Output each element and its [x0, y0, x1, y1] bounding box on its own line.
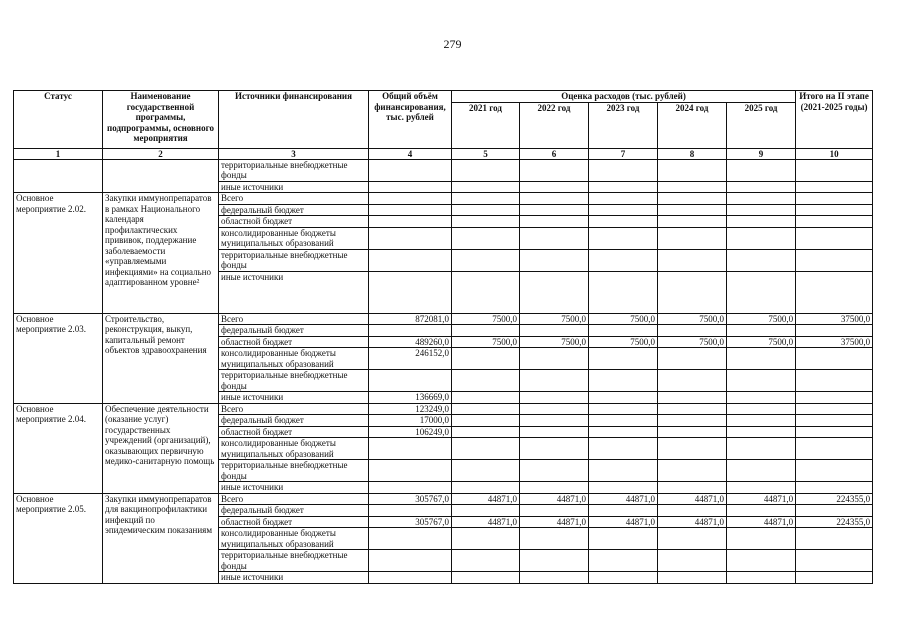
stage-total-cell	[796, 193, 873, 205]
year-2023-cell	[589, 204, 658, 216]
year-2025-cell: 44871,0	[727, 516, 796, 528]
year-2023-cell: 44871,0	[589, 516, 658, 528]
table-row	[14, 403, 873, 415]
year-2025-cell	[727, 415, 796, 427]
year-2025-cell	[727, 426, 796, 438]
stage-total-cell: 224355,0	[796, 493, 873, 505]
stage-total-cell	[796, 415, 873, 427]
year-2024-cell: 7500,0	[658, 336, 727, 348]
year-2022-cell	[520, 181, 589, 193]
year-2023-cell	[589, 505, 658, 517]
stage-total-cell	[796, 370, 873, 392]
year-2025-cell	[727, 528, 796, 550]
year-2023-cell	[589, 438, 658, 460]
stage-total-cell	[796, 325, 873, 337]
year-2022-cell	[520, 348, 589, 370]
source-cell: иные источники	[219, 181, 369, 193]
year-2023-cell	[589, 193, 658, 205]
year-2022-cell	[520, 438, 589, 460]
table-row	[14, 313, 873, 325]
year-2021-cell	[452, 181, 520, 193]
year-2024-cell	[658, 572, 727, 584]
year-2025-cell	[727, 505, 796, 517]
year-2024-cell	[658, 204, 727, 216]
total-volume-cell: 17000,0	[369, 415, 452, 427]
year-2023-cell	[589, 403, 658, 415]
budget-table	[13, 90, 873, 584]
year-2021-cell	[452, 249, 520, 271]
source-cell: областной бюджет	[219, 426, 369, 438]
year-2022-cell	[520, 159, 589, 181]
source-cell: иные источники	[219, 392, 369, 404]
stage-total-cell	[796, 181, 873, 193]
year-2023-cell	[589, 572, 658, 584]
year-2022-cell	[520, 204, 589, 216]
year-2025-cell	[727, 370, 796, 392]
header-year-2023: 2023 год	[589, 102, 658, 148]
year-2024-cell	[658, 415, 727, 427]
column-number: 4	[369, 148, 452, 159]
total-volume-cell	[369, 181, 452, 193]
column-number: 1	[14, 148, 103, 159]
year-2022-cell	[520, 482, 589, 494]
year-2025-cell	[727, 392, 796, 404]
total-volume-cell: 872081,0	[369, 313, 452, 325]
table-header	[14, 91, 873, 160]
year-2021-cell	[452, 528, 520, 550]
source-cell: федеральный бюджет	[219, 204, 369, 216]
year-2022-cell	[520, 572, 589, 584]
year-2023-cell	[589, 181, 658, 193]
year-2021-cell	[452, 426, 520, 438]
status-cell: Основное мероприятие 2.04.	[14, 403, 103, 493]
total-volume-cell	[369, 550, 452, 572]
total-volume-cell	[369, 370, 452, 392]
name-cell: Закупки иммунопрепаратов для вакцинопрофилактики инфекций по эпидемическим показаниям	[103, 493, 219, 583]
table-row	[14, 159, 873, 181]
year-2024-cell	[658, 460, 727, 482]
year-2021-cell	[452, 227, 520, 249]
status-cell	[14, 159, 103, 193]
status-cell: Основное мероприятие 2.02.	[14, 193, 103, 314]
table-row	[14, 193, 873, 205]
year-2023-cell	[589, 392, 658, 404]
year-2025-cell	[727, 181, 796, 193]
header-year-2025: 2025 год	[727, 102, 796, 148]
source-cell: консолидированные бюджеты муниципальных образований	[219, 438, 369, 460]
year-2023-cell	[589, 227, 658, 249]
total-volume-cell: 106249,0	[369, 426, 452, 438]
source-cell: Всего	[219, 493, 369, 505]
year-2023-cell	[589, 271, 658, 313]
year-2025-cell	[727, 572, 796, 584]
year-2022-cell	[520, 426, 589, 438]
year-2022-cell: 7500,0	[520, 313, 589, 325]
year-2021-cell	[452, 403, 520, 415]
year-2021-cell	[452, 348, 520, 370]
column-number: 9	[727, 148, 796, 159]
year-2021-cell: 44871,0	[452, 493, 520, 505]
year-2024-cell	[658, 392, 727, 404]
stage-total-cell	[796, 403, 873, 415]
source-cell: консолидированные бюджеты муниципальных образований	[219, 348, 369, 370]
year-2025-cell	[727, 271, 796, 313]
year-2021-cell	[452, 271, 520, 313]
year-2022-cell	[520, 505, 589, 517]
header-total-volume: Общий объём финансирования, тыс. рублей	[369, 91, 452, 149]
total-volume-cell: 136669,0	[369, 392, 452, 404]
year-2023-cell	[589, 460, 658, 482]
year-2022-cell	[520, 528, 589, 550]
source-cell: Всего	[219, 403, 369, 415]
source-cell: федеральный бюджет	[219, 415, 369, 427]
stage-total-cell: 37500,0	[796, 313, 873, 325]
source-cell: консолидированные бюджеты муниципальных образований	[219, 227, 369, 249]
stage-total-cell	[796, 572, 873, 584]
year-2025-cell	[727, 550, 796, 572]
year-2023-cell	[589, 550, 658, 572]
year-2022-cell	[520, 403, 589, 415]
column-number: 2	[103, 148, 219, 159]
year-2022-cell: 44871,0	[520, 493, 589, 505]
status-cell: Основное мероприятие 2.03.	[14, 313, 103, 403]
year-2021-cell: 44871,0	[452, 516, 520, 528]
total-volume-cell	[369, 159, 452, 181]
year-2021-cell	[452, 505, 520, 517]
year-2025-cell	[727, 325, 796, 337]
year-2024-cell	[658, 249, 727, 271]
year-2021-cell	[452, 438, 520, 460]
year-2025-cell	[727, 403, 796, 415]
stage-total-cell	[796, 550, 873, 572]
source-cell: Всего	[219, 313, 369, 325]
stage-total-cell	[796, 528, 873, 550]
table-row	[14, 493, 873, 505]
year-2023-cell	[589, 159, 658, 181]
year-2025-cell	[727, 249, 796, 271]
year-2022-cell	[520, 325, 589, 337]
total-volume-cell	[369, 528, 452, 550]
year-2025-cell	[727, 438, 796, 460]
stage-total-cell	[796, 204, 873, 216]
year-2024-cell	[658, 159, 727, 181]
stage-total-cell: 37500,0	[796, 336, 873, 348]
year-2024-cell	[658, 403, 727, 415]
source-cell: территориальные внебюджетные фонды	[219, 370, 369, 392]
year-2023-cell: 7500,0	[589, 313, 658, 325]
column-number: 10	[796, 148, 873, 159]
total-volume-cell	[369, 216, 452, 228]
year-2021-cell	[452, 370, 520, 392]
header-estimate-group: Оценка расходов (тыс. рублей)	[452, 91, 796, 103]
stage-total-cell	[796, 392, 873, 404]
year-2025-cell	[727, 193, 796, 205]
year-2021-cell	[452, 325, 520, 337]
column-number: 3	[219, 148, 369, 159]
year-2024-cell	[658, 528, 727, 550]
year-2024-cell	[658, 216, 727, 228]
header-year-2021: 2021 год	[452, 102, 520, 148]
total-volume-cell: 489260,0	[369, 336, 452, 348]
year-2024-cell: 44871,0	[658, 516, 727, 528]
year-2021-cell	[452, 572, 520, 584]
year-2025-cell	[727, 227, 796, 249]
stage-total-cell	[796, 438, 873, 460]
stage-total-cell	[796, 505, 873, 517]
stage-total-cell: 224355,0	[796, 516, 873, 528]
year-2024-cell	[658, 271, 727, 313]
year-2021-cell	[452, 204, 520, 216]
year-2024-cell	[658, 550, 727, 572]
total-volume-cell	[369, 572, 452, 584]
year-2024-cell	[658, 426, 727, 438]
year-2022-cell	[520, 550, 589, 572]
year-2025-cell	[727, 482, 796, 494]
source-cell: консолидированные бюджеты муниципальных образований	[219, 528, 369, 550]
year-2025-cell	[727, 216, 796, 228]
year-2023-cell	[589, 415, 658, 427]
year-2021-cell	[452, 415, 520, 427]
stage-total-cell	[796, 159, 873, 181]
column-number: 7	[589, 148, 658, 159]
year-2021-cell: 7500,0	[452, 313, 520, 325]
source-cell: иные источники	[219, 271, 369, 313]
year-2023-cell: 7500,0	[589, 336, 658, 348]
year-2024-cell	[658, 325, 727, 337]
source-cell: федеральный бюджет	[219, 325, 369, 337]
year-2022-cell	[520, 271, 589, 313]
year-2023-cell	[589, 249, 658, 271]
page-number: 279	[443, 37, 462, 51]
year-2025-cell: 44871,0	[727, 493, 796, 505]
source-cell: иные источники	[219, 572, 369, 584]
year-2025-cell: 7500,0	[727, 313, 796, 325]
header-stage-total: Итого на II этапе (2021-2025 годы)	[796, 91, 873, 149]
total-volume-cell	[369, 271, 452, 313]
year-2024-cell	[658, 482, 727, 494]
total-volume-cell: 123249,0	[369, 403, 452, 415]
year-2024-cell	[658, 181, 727, 193]
year-2022-cell	[520, 370, 589, 392]
source-cell: Всего	[219, 193, 369, 205]
year-2022-cell	[520, 227, 589, 249]
header-name: Наименование государственной программы, подпрограммы, основного мероприятия	[103, 91, 219, 149]
source-cell: территориальные внебюджетные фонды	[219, 550, 369, 572]
total-volume-cell: 305767,0	[369, 516, 452, 528]
year-2021-cell	[452, 482, 520, 494]
year-2025-cell: 7500,0	[727, 336, 796, 348]
source-cell: территориальные внебюджетные фонды	[219, 460, 369, 482]
header-year-2024: 2024 год	[658, 102, 727, 148]
year-2025-cell	[727, 460, 796, 482]
year-2024-cell	[658, 505, 727, 517]
year-2023-cell	[589, 370, 658, 392]
year-2021-cell	[452, 159, 520, 181]
total-volume-cell	[369, 249, 452, 271]
name-cell	[103, 159, 219, 193]
table-body	[14, 159, 873, 583]
header-status: Статус	[14, 91, 103, 149]
stage-total-cell	[796, 460, 873, 482]
year-2021-cell	[452, 392, 520, 404]
stage-total-cell	[796, 426, 873, 438]
year-2023-cell	[589, 216, 658, 228]
source-cell: областной бюджет	[219, 336, 369, 348]
year-2023-cell	[589, 325, 658, 337]
stage-total-cell	[796, 249, 873, 271]
year-2022-cell: 7500,0	[520, 336, 589, 348]
source-cell: иные источники	[219, 482, 369, 494]
year-2023-cell	[589, 348, 658, 370]
year-2024-cell: 7500,0	[658, 313, 727, 325]
year-2024-cell	[658, 438, 727, 460]
year-2022-cell	[520, 249, 589, 271]
year-2023-cell	[589, 482, 658, 494]
total-volume-cell	[369, 438, 452, 460]
stage-total-cell	[796, 216, 873, 228]
year-2024-cell: 44871,0	[658, 493, 727, 505]
total-volume-cell	[369, 505, 452, 517]
total-volume-cell	[369, 460, 452, 482]
year-2022-cell	[520, 415, 589, 427]
total-volume-cell	[369, 204, 452, 216]
year-2022-cell	[520, 216, 589, 228]
total-volume-cell: 246152,0	[369, 348, 452, 370]
stage-total-cell	[796, 348, 873, 370]
year-2023-cell	[589, 528, 658, 550]
year-2024-cell	[658, 370, 727, 392]
year-2025-cell	[727, 348, 796, 370]
source-cell: областной бюджет	[219, 216, 369, 228]
source-cell: федеральный бюджет	[219, 505, 369, 517]
column-number: 5	[452, 148, 520, 159]
year-2021-cell	[452, 550, 520, 572]
year-2022-cell	[520, 193, 589, 205]
total-volume-cell: 305767,0	[369, 493, 452, 505]
column-number-row	[14, 148, 873, 159]
year-2024-cell	[658, 227, 727, 249]
total-volume-cell	[369, 325, 452, 337]
header-year-2022: 2022 год	[520, 102, 589, 148]
stage-total-cell	[796, 227, 873, 249]
stage-total-cell	[796, 271, 873, 313]
year-2024-cell	[658, 193, 727, 205]
year-2021-cell: 7500,0	[452, 336, 520, 348]
year-2021-cell	[452, 460, 520, 482]
year-2024-cell	[658, 348, 727, 370]
total-volume-cell	[369, 227, 452, 249]
status-cell: Основное мероприятие 2.05.	[14, 493, 103, 583]
total-volume-cell	[369, 193, 452, 205]
source-cell: областной бюджет	[219, 516, 369, 528]
year-2021-cell	[452, 193, 520, 205]
year-2022-cell: 44871,0	[520, 516, 589, 528]
year-2022-cell	[520, 392, 589, 404]
year-2022-cell	[520, 460, 589, 482]
year-2023-cell	[589, 426, 658, 438]
name-cell: Обеспечение деятельности (оказание услуг) государственных учреждений (организаций), оказывающих первичную медико-санитарную помощь	[103, 403, 219, 493]
year-2021-cell	[452, 216, 520, 228]
stage-total-cell	[796, 482, 873, 494]
source-cell: территориальные внебюджетные фонды	[219, 159, 369, 181]
source-cell: территориальные внебюджетные фонды	[219, 249, 369, 271]
year-2023-cell: 44871,0	[589, 493, 658, 505]
header-sources: Источники финансирования	[219, 91, 369, 149]
year-2025-cell	[727, 204, 796, 216]
column-number: 8	[658, 148, 727, 159]
name-cell: Строительство, реконструкция, выкуп, капитальный ремонт объектов здравоохранения	[103, 313, 219, 403]
year-2025-cell	[727, 159, 796, 181]
total-volume-cell	[369, 482, 452, 494]
column-number: 6	[520, 148, 589, 159]
name-cell: Закупки иммунопрепаратов в рамках Национального календаря профилактических прививок, поддержание заболеваемости «управляемыми инфекциями» на социально адаптированном уровне²	[103, 193, 219, 314]
